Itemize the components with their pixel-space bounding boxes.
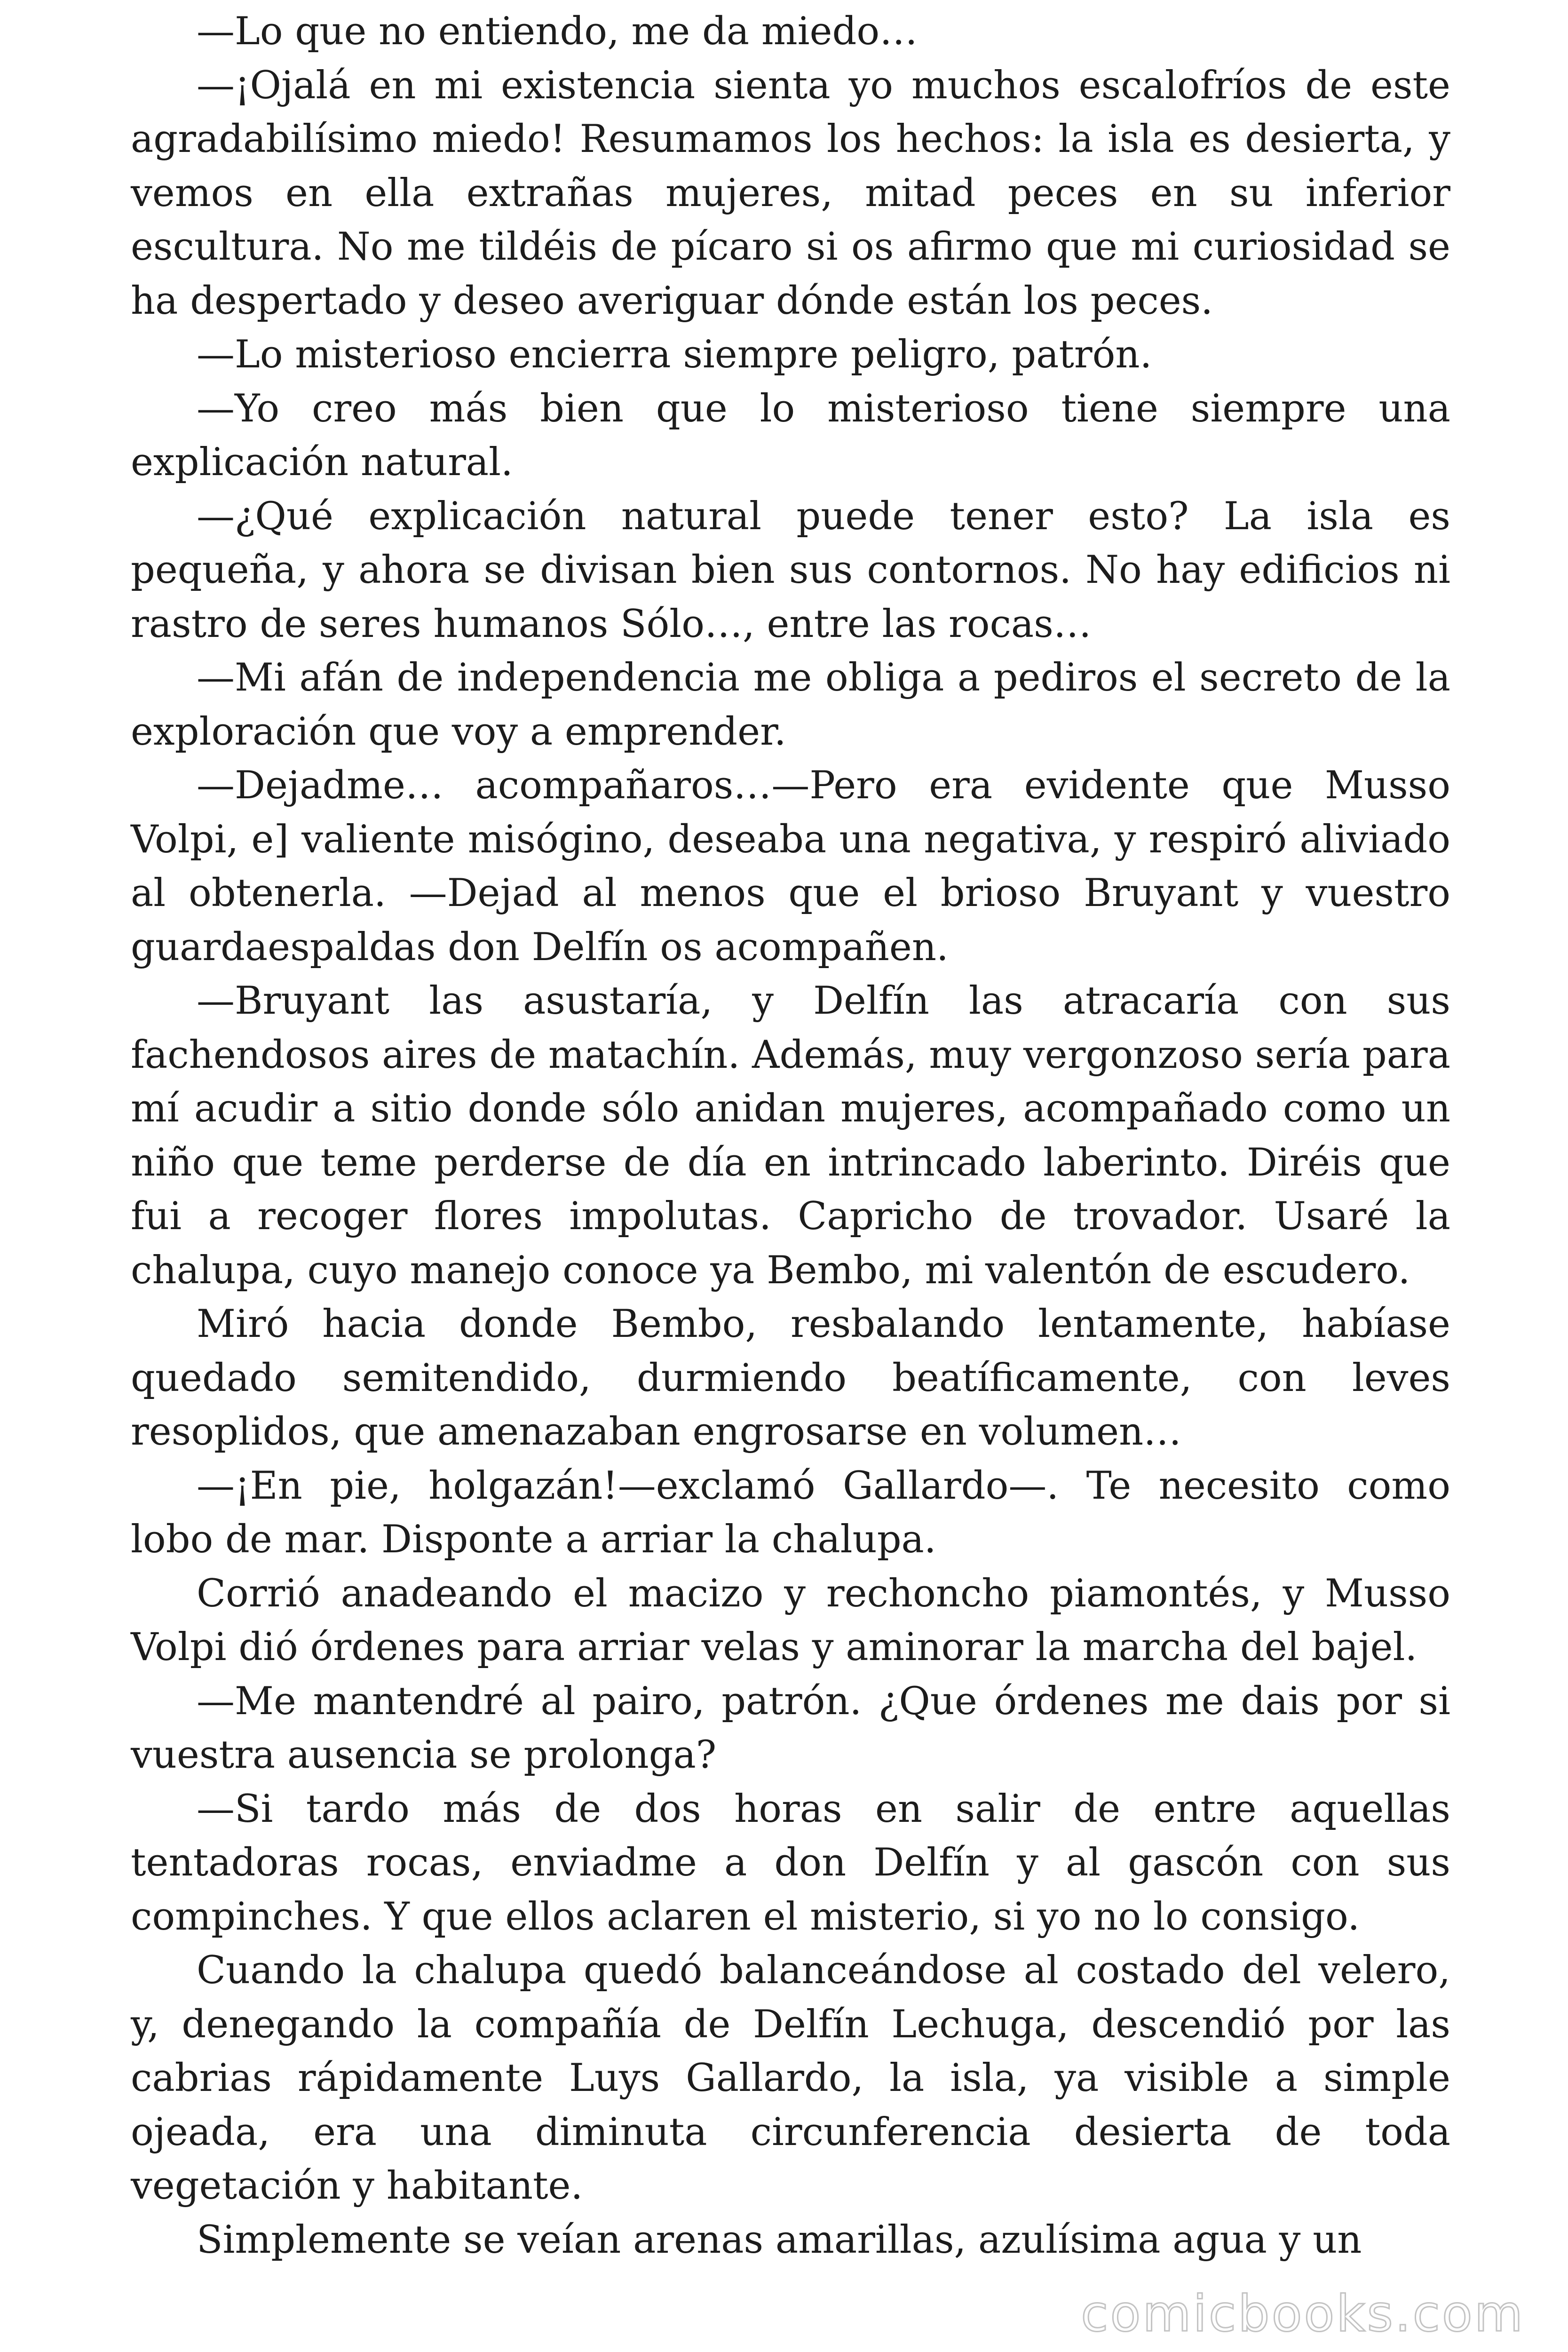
paragraph-14: Cuando la chalupa quedó balanceándose al costado del velero, y, denegando la compañía de Delfín Lechuga, descendió por las cabrias rápidamente Luys Gallardo, la isla, ya visible a simple ojeada, era una diminuta circunferencia desierta de toda vegetación y habitante.: [131, 1948, 1450, 2208]
paragraph-3: —Lo misterioso encierra siempre peligro, patrón.: [197, 333, 1152, 377]
paragraph-5: —¿Qué explicación natural puede tener esto? La isla es pequeña, y ahora se divisan bien sus contornos. No hay edificios ni rastro de seres humanos Sólo…, entre las rocas…: [131, 494, 1450, 646]
paragraph-13: —Si tardo más de dos horas en salir de entre aquellas tentadoras rocas, enviadme a don Delfín y al gascón con sus compinches. Y que ellos aclaren el misterio, si yo no lo consigo.: [131, 1787, 1450, 1939]
watermark-logo: comicbooks.com: [1081, 2285, 1525, 2343]
paragraph-8: —Bruyant las asustaría, y Delfín las atracaría con sus fachendosos aires de matachín. Además, muy vergonzoso sería para mí acudir a sitio donde sólo anidan mujeres, acompañado como un niño que teme perderse de día en intrincado laberinto. Diréis que fui a recoger flores impolutas. Capricho de trovador. Usaré la chalupa, cuyo manejo conoce ya Bembo, mi valentón de escudero.: [131, 979, 1450, 1293]
paragraph-4: —Yo creo más bien que lo misterioso tiene siempre una explicación natural.: [131, 386, 1450, 485]
paragraph-11: Corrió anadeando el macizo y rechoncho piamontés, y Musso Volpi dió órdenes para arriar velas y aminorar la marcha del bajel.: [131, 1571, 1450, 1669]
paragraph-2: —¡Ojalá en mi existencia sienta yo muchos escalofríos de este agradabilísimo miedo! Resumamos los hechos: la isla es desierta, y vemos en ella extrañas mujeres, mitad peces en su inferior escultura. No me tildéis de pícaro si os afirmo que mi curiosidad se ha despertado y deseo averiguar dónde están los peces.: [131, 63, 1450, 323]
paragraph-1: —Lo que no entiendo, me da miedo…: [197, 9, 918, 54]
paragraph-10: —¡En pie, holgazán!—exclamó Gallardo—. Te necesito como lobo de mar. Disponte a arriar la chalupa.: [131, 1463, 1450, 1562]
paragraph-15: Simplemente se veían arenas amarillas, azulísima agua y un: [197, 2217, 1362, 2262]
paragraph-6: —Mi afán de independencia me obliga a pediros el secreto de la exploración que voy a emprender.: [131, 656, 1450, 754]
paragraph-9: Miró hacia donde Bembo, resbalando lentamente, habíase quedado semitendido, durmiendo beatíficamente, con leves resoplidos, que amenazaban engrosarse en volumen…: [131, 1302, 1450, 1454]
paragraph-7: —Dejadme… acompañaros…—Pero era evidente que Musso Volpi, e] valiente misógino, deseaba una negativa, y respiró aliviado al obtenerla. —Dejad al menos que el brioso Bruyant y vuestro guardaespaldas don Delfín os acompañen.: [131, 763, 1450, 969]
paragraph-12: —Me mantendré al pairo, patrón. ¿Que órdenes me dais por si vuestra ausencia se prolonga?: [131, 1679, 1450, 1777]
